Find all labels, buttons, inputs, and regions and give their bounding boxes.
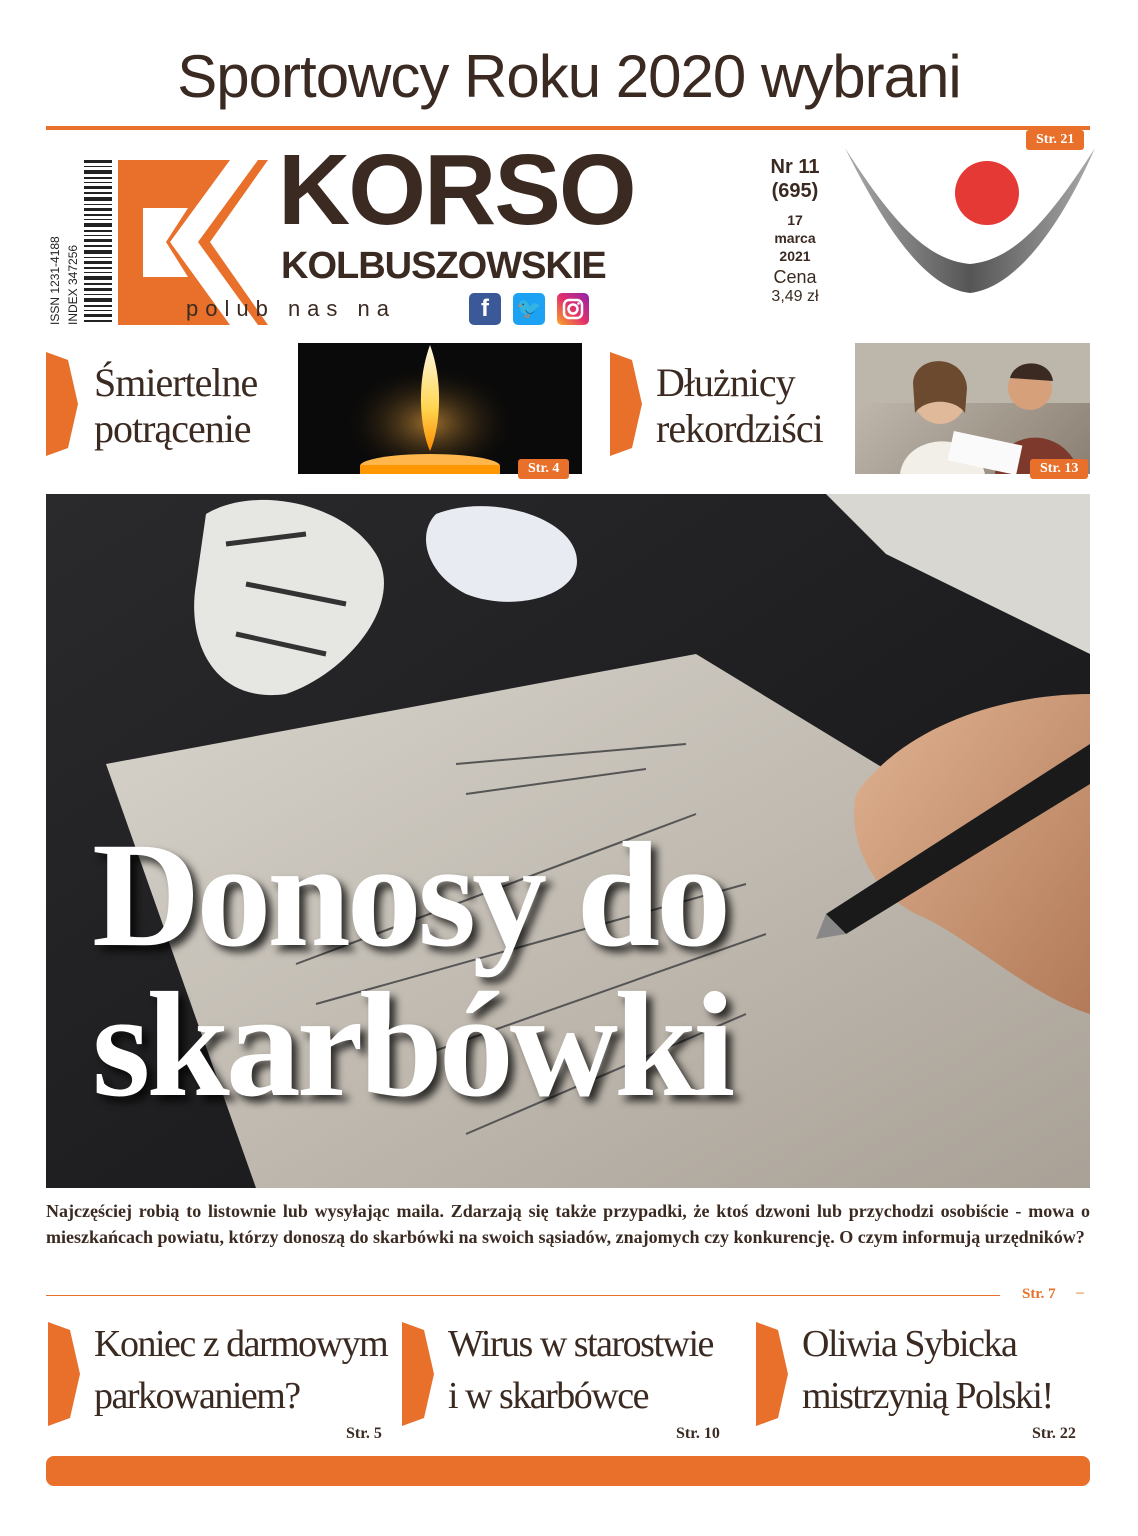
bottom-story-1[interactable] bbox=[94, 1318, 387, 1422]
teaser-1-page-tag: Str. 4 bbox=[518, 459, 569, 479]
teaser-1-title[interactable] bbox=[94, 360, 257, 452]
main-story-title[interactable] bbox=[92, 812, 732, 1128]
bottom-arrow-2 bbox=[402, 1322, 434, 1426]
instagram-icon[interactable] bbox=[557, 293, 589, 325]
teaser-arrow-2 bbox=[610, 352, 642, 456]
top-headline[interactable]: Sportowcy Roku 2020 wybrani bbox=[177, 43, 961, 110]
top-headline-page-tag: Str. 21 bbox=[1026, 130, 1084, 150]
teaser-1-line2: potrącenie bbox=[94, 406, 251, 451]
lead-divider bbox=[46, 1295, 1000, 1296]
barcode bbox=[48, 160, 112, 325]
main-title-line1: Donosy do bbox=[92, 812, 728, 978]
issue-month: marca bbox=[774, 230, 816, 246]
issue-day: 17 bbox=[787, 212, 803, 228]
bottom-story-2-page: Str. 10 bbox=[676, 1425, 720, 1442]
like-us-label: polub nas na bbox=[186, 296, 396, 321]
bottom-arrow-3 bbox=[756, 1322, 788, 1426]
bottom-story-3-line1: Oliwia Sybicka bbox=[802, 1323, 1017, 1365]
issue-year: 2021 bbox=[779, 248, 811, 264]
masthead-title[interactable]: KORSO bbox=[278, 134, 635, 246]
teaser-arrow-1 bbox=[46, 352, 78, 456]
main-story-page: Str. 7 bbox=[1022, 1286, 1056, 1302]
candle-photo[interactable] bbox=[298, 343, 582, 474]
bottom-story-2[interactable] bbox=[448, 1318, 713, 1422]
issue-total: (695) bbox=[771, 180, 819, 202]
bottom-story-2-line2: i w skarbówce bbox=[448, 1375, 648, 1417]
bottom-story-1-line1: Koniec z darmowym bbox=[94, 1323, 388, 1365]
teaser-2-page-tag: Str. 13 bbox=[1030, 459, 1088, 479]
sports-award-logo[interactable] bbox=[845, 148, 1095, 303]
bottom-story-1-page: Str. 5 bbox=[346, 1425, 382, 1442]
issue-info bbox=[760, 155, 830, 306]
bottom-story-1-line2: parkowaniem? bbox=[94, 1375, 300, 1417]
index-text: INDEX 347256 bbox=[66, 244, 80, 325]
bottom-story-3-page: Str. 22 bbox=[1032, 1425, 1076, 1442]
price-value: 3,49 zł bbox=[771, 288, 819, 305]
main-title-line2: skarbówki bbox=[92, 962, 732, 1128]
teaser-2-title[interactable] bbox=[656, 360, 823, 452]
teaser-2-line1: Dłużnicy bbox=[656, 360, 795, 405]
twitter-icon[interactable]: 🐦 bbox=[513, 293, 545, 325]
issn-text: ISSN 1231-4188 bbox=[48, 236, 62, 325]
facebook-icon[interactable]: f bbox=[469, 293, 501, 325]
price-label: Cena bbox=[773, 267, 817, 287]
issue-number: Nr 11 bbox=[770, 156, 820, 178]
teaser-2-line2: rekordziści bbox=[656, 406, 823, 451]
top-divider bbox=[46, 126, 1090, 130]
bottom-story-3[interactable] bbox=[802, 1318, 1053, 1422]
bottom-arrow-1 bbox=[48, 1322, 80, 1426]
main-story-lead: Najczęściej robią to listownie lub wysyłając maila. Zdarzają się także przypadki, że ktoś dzwoni lub przychodzi osobiście - mowa o mieszkańcach powiatu, którzy donoszą do skarbówki na swoich sąsiadów, znajomych czy konkurencję. O czym informują urzędników? bbox=[46, 1201, 1090, 1247]
footer-bar bbox=[46, 1456, 1090, 1486]
worried-couple-photo[interactable] bbox=[855, 343, 1090, 474]
masthead-subtitle: KOLBUSZOWSKIE bbox=[281, 245, 606, 287]
main-story-dash: – bbox=[1076, 1284, 1084, 1301]
barcode-bars bbox=[84, 160, 112, 325]
teaser-1-line1: Śmiertelne bbox=[94, 360, 258, 405]
bottom-story-2-line1: Wirus w starostwie bbox=[448, 1323, 713, 1365]
bottom-story-3-line2: mistrzynią Polski! bbox=[802, 1375, 1053, 1417]
